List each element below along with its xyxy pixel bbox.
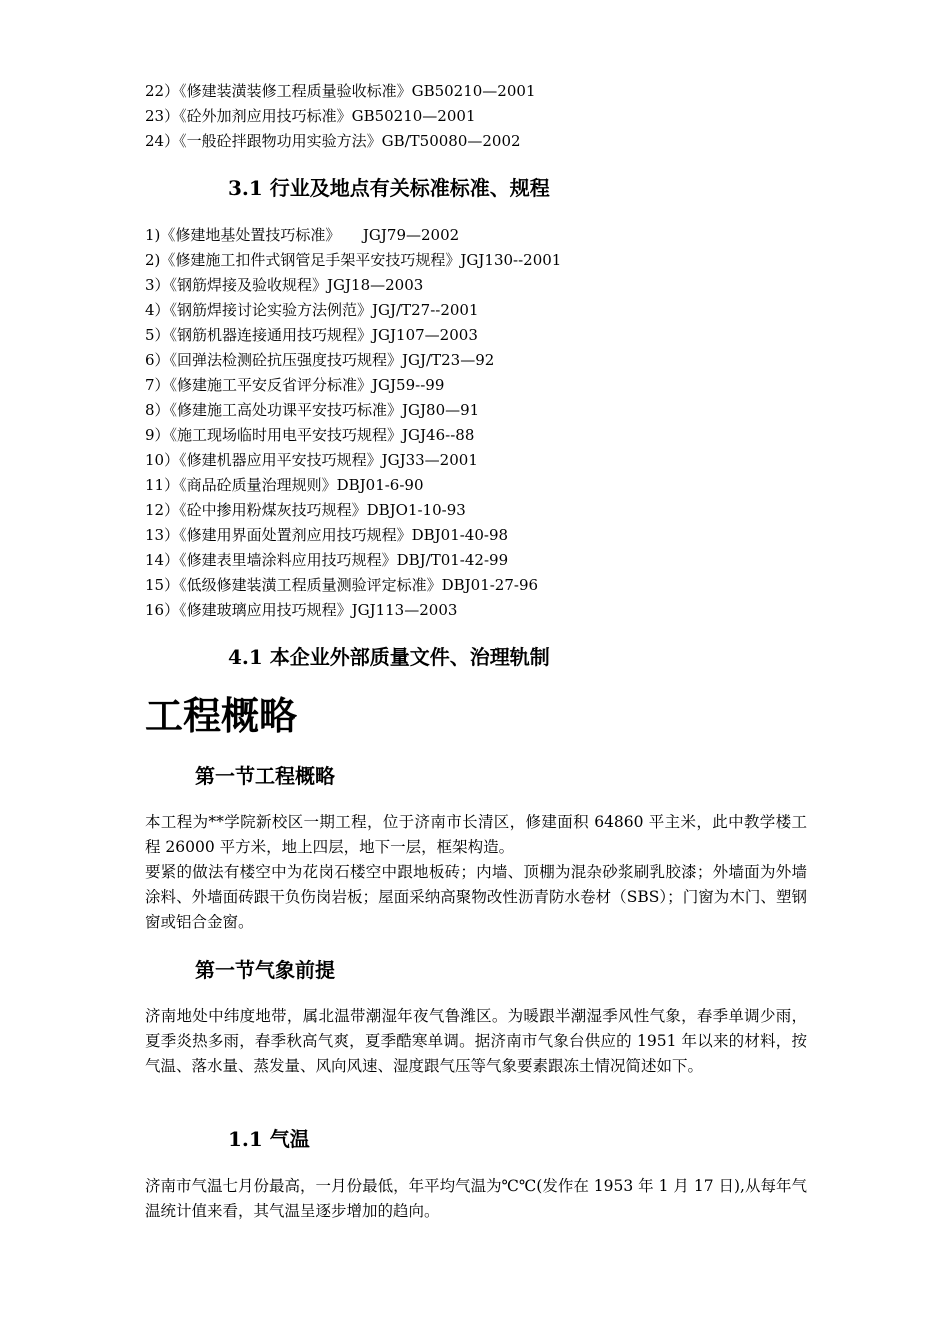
- section-heading-3-1: 3.1 行业及地点有关标准标准、规程: [228, 176, 550, 200]
- regulation-list-item: 16）《修建玻璃应用技巧规程》JGJ113—2003: [145, 601, 458, 619]
- section-heading-4-1: 4.1 本企业外部质量文件、治理轨制: [228, 645, 550, 669]
- standard-list-item: 24）《一般砼拌跟物功用实验方法》GB/T50080—2002: [145, 132, 521, 150]
- regulation-list-item: 9）《施工现场临时用电平安技巧规程》JGJ46--88: [145, 426, 475, 444]
- weather-paragraph: 济南地处中纬度地带，属北温带潮湿年夜气鲁潍区。为暖跟半潮湿季风性气象，春季单调少雨，夏季炎热多雨，春季秋高气爽，夏季酷寒单调。据济南市气象台供应的 1951 年以来的材料，按气温、落水量、蒸发量、风向风速、湿度跟气压等气象要素跟冻土情况简述如下。: [145, 1007, 807, 1075]
- section-heading-temperature: 1.1 气温: [228, 1127, 310, 1151]
- regulation-list-item: 12）《砼中掺用粉煤灰技巧规程》DBJO1-10-93: [145, 501, 466, 519]
- overview-paragraph: 本工程为**学院新校区一期工程，位于济南市长清区，修建面积 64860 平主米，此中教学楼工程 26000 平方米，地上四层，地下一层，框架构造。: [145, 813, 807, 856]
- regulation-list-item: 2)《修建施工扣件式钢管足手架平安技巧规程》JGJ130--2001: [145, 251, 562, 269]
- regulation-list-item: 1)《修建地基处置技巧标准》 JGJ79—2002: [145, 226, 460, 244]
- section-heading-overview: 第一节工程概略: [195, 764, 335, 788]
- regulation-list-item: 15）《低级修建装潢工程质量测验评定标准》DBJ01-27-96: [145, 576, 539, 594]
- overview-paragraph: 要紧的做法有楼空中为花岗石楼空中跟地板砖；内墙、顶棚为混杂砂浆刷乳胶漆；外墙面为外墙涂料、外墙面砖跟干负伤岗岩板；屋面采纳高聚物改性沥青防水卷材（SBS）；门窗为木门、塑钢窗或铝合金窗。: [145, 863, 807, 931]
- temperature-paragraph: 济南市气温七月份最高，一月份最低，年平均气温为℃℃(发作在 1953 年 1 月 17 日),从每年气温统计值来看，其气温呈逐步增加的趋向。: [145, 1177, 807, 1220]
- standard-list-item: 23）《砼外加剂应用技巧标准》GB50210—2001: [145, 107, 476, 125]
- regulation-list-item: 4）《钢筋焊接讨论实验方法例范》JGJ/T27--2001: [145, 301, 479, 319]
- regulation-list-item: 8）《修建施工高处功课平安技巧标准》JGJ80—91: [145, 401, 480, 419]
- regulation-list-item: 10）《修建机器应用平安技巧规程》JGJ33—2001: [145, 451, 478, 469]
- regulation-list-item: 7）《修建施工平安反省评分标准》JGJ59--99: [145, 376, 445, 394]
- regulation-list-item: 14）《修建表里墙涂料应用技巧规程》DBJ/T01-42-99: [145, 551, 509, 569]
- regulation-list-item: 5）《钢筋机器连接通用技巧规程》JGJ107—2003: [145, 326, 478, 344]
- section-heading-weather: 第一节气象前提: [195, 958, 335, 982]
- chapter-title: 工程概略: [145, 693, 298, 738]
- regulation-list-item: 6）《回弹法检测砼抗压强度技巧规程》JGJ/T23—92: [145, 351, 495, 369]
- regulation-list-item: 3）《钢筋焊接及验收规程》JGJ18—2003: [145, 276, 424, 294]
- standard-list-item: 22）《修建装潢装修工程质量验收标准》GB50210—2001: [145, 82, 536, 100]
- regulation-list-item: 13）《修建用界面处置剂应用技巧规程》DBJ01-40-98: [145, 526, 509, 544]
- regulation-list-item: 11）《商品砼质量治理规则》DBJ01-6-90: [145, 476, 424, 494]
